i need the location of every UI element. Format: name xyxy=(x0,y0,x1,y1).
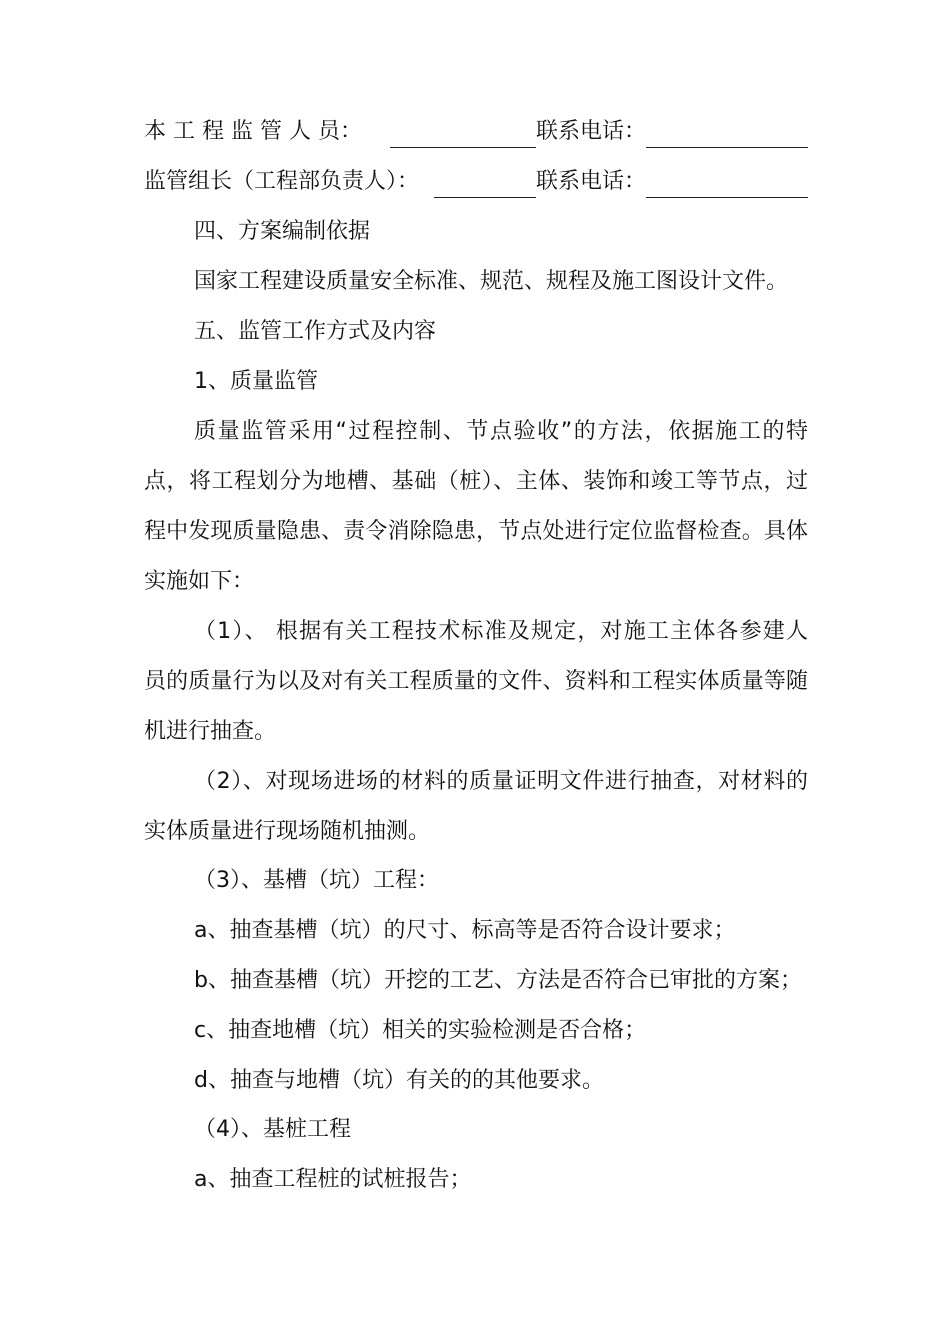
paragraph-line: （1）、 根据有关工程技术标准及规定，对施工主体各参建人 xyxy=(194,619,808,644)
paragraph-line: 员的质量行为以及对有关工程质量的文件、资料和工程实体质量等随 xyxy=(144,669,808,694)
paragraph-line: 实体质量进行现场随机抽测。 xyxy=(144,819,431,844)
staff-label: 本 工 程 监 管 人 员： xyxy=(144,119,362,144)
section-4-heading: 四、方案编制依据 xyxy=(194,219,371,244)
paragraph-line: 质量监管采用“过程控制、节点验收”的方法，依据施工的特 xyxy=(194,419,808,444)
section-4-body: 国家工程建设质量安全标准、规范、规程及施工图设计文件。 xyxy=(194,269,789,294)
list-item: a、抽查工程桩的试桩报告； xyxy=(194,1167,472,1192)
paragraph-line: 程中发现质量隐患、责令消除隐患，节点处进行定位监督检查。具体 xyxy=(144,519,808,544)
item-4-heading: （4）、基桩工程 xyxy=(194,1117,351,1142)
staff-name-blank xyxy=(390,147,536,148)
paragraph-line: 实施如下： xyxy=(144,569,255,594)
paragraph-line: 点，将工程划分为地槽、基础（桩）、主体、装饰和竣工等节点，过 xyxy=(144,469,808,494)
subsection-quality-heading: 1、质量监管 xyxy=(194,369,318,394)
leader-name-blank xyxy=(434,197,536,198)
paragraph-line: （2）、对现场进场的材料的质量证明文件进行抽查，对材料的 xyxy=(194,769,808,794)
section-5-heading: 五、监管工作方式及内容 xyxy=(194,319,437,344)
staff-phone-label: 联系电话： xyxy=(536,119,647,144)
list-item: b、抽查基槽（坑）开挖的工艺、方法是否符合已审批的方案； xyxy=(194,968,802,993)
leader-phone-blank xyxy=(646,197,808,198)
item-3-heading: （3）、基槽（坑）工程： xyxy=(194,868,439,893)
staff-contact-row xyxy=(144,117,808,151)
leader-contact-row xyxy=(144,167,808,201)
staff-phone-blank xyxy=(646,147,808,148)
paragraph-line: 机进行抽查。 xyxy=(144,719,277,744)
list-item: c、抽查地槽（坑）相关的实验检测是否合格； xyxy=(194,1018,647,1043)
leader-label: 监管组长（工程部负责人）： xyxy=(144,169,420,194)
list-item: a、抽查基槽（坑）的尺寸、标高等是否符合设计要求； xyxy=(194,918,736,943)
leader-phone-label: 联系电话： xyxy=(536,169,647,194)
list-item: d、抽查与地槽（坑）有关的的其他要求。 xyxy=(194,1068,604,1093)
